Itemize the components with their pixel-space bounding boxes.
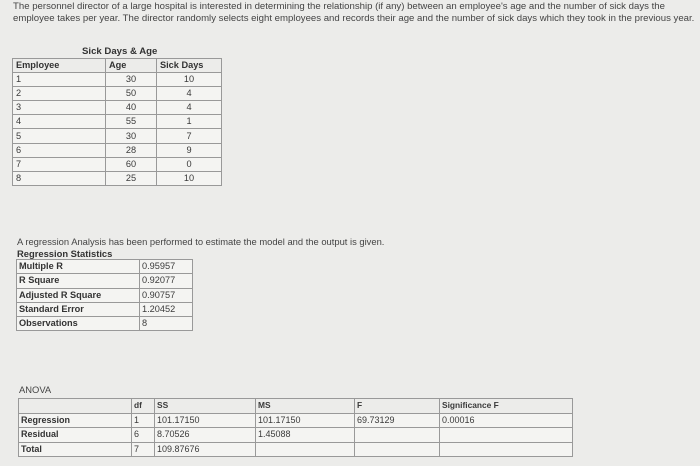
df-header: df (132, 399, 155, 414)
age-cell: 60 (106, 157, 157, 171)
significance-header: Significance F (440, 399, 573, 414)
sick-days-cell: 4 (157, 101, 222, 115)
ss-cell: 109.87676 (155, 442, 256, 457)
sick-days-cell: 10 (157, 73, 222, 87)
sick-days-cell: 1 (157, 115, 222, 129)
ms-header: MS (256, 399, 355, 414)
employee-cell: 7 (13, 157, 106, 171)
sick-days-table (12, 58, 222, 186)
employee-cell: 4 (13, 115, 106, 129)
age-header: Age (106, 59, 157, 73)
regression-note: A regression Analysis has been performed to estimate the model and the output is given. (17, 236, 385, 247)
table-row (17, 274, 193, 288)
ss-cell: 8.70526 (155, 428, 256, 443)
regression-statistics-title: Regression Statistics (17, 248, 113, 259)
f-header: F (355, 399, 440, 414)
sick-days-cell: 7 (157, 129, 222, 143)
stat-label: Adjusted R Square (17, 288, 140, 302)
age-cell: 25 (106, 171, 157, 185)
f-cell: 69.73129 (355, 413, 440, 428)
f-cell (355, 442, 440, 457)
anova-header-row (19, 399, 573, 414)
stat-value: 0.95957 (140, 260, 193, 274)
stat-value: 8 (140, 317, 193, 331)
employee-cell: 8 (13, 171, 106, 185)
table-row (13, 87, 222, 101)
source-cell: Residual (19, 428, 132, 443)
source-cell: Total (19, 442, 132, 457)
source-header (19, 399, 132, 414)
age-cell: 40 (106, 101, 157, 115)
employee-cell: 3 (13, 101, 106, 115)
source-cell: Regression (19, 413, 132, 428)
employee-cell: 6 (13, 143, 106, 157)
table-row (17, 288, 193, 302)
stat-label: Observations (17, 317, 140, 331)
significance-cell (440, 442, 573, 457)
table-row (17, 302, 193, 316)
ss-cell: 101.17150 (155, 413, 256, 428)
ms-cell: 101.17150 (256, 413, 355, 428)
problem-statement: The personnel director of a large hospital is interested in determining the relationship (if any) between an employee's age and the number of sick days the employee takes per year. The director randomly selects eight employees and records their age and the number of sick days which they took in the previous year. (13, 1, 695, 24)
table-row (19, 413, 573, 428)
table-row (13, 129, 222, 143)
stat-label: Multiple R (17, 260, 140, 274)
employee-cell: 1 (13, 73, 106, 87)
table-row (17, 260, 193, 274)
stat-value: 0.90757 (140, 288, 193, 302)
age-cell: 50 (106, 87, 157, 101)
df-cell: 7 (132, 442, 155, 457)
age-cell: 30 (106, 73, 157, 87)
table-row (13, 73, 222, 87)
table-row (13, 157, 222, 171)
sick-table-caption: Sick Days & Age (82, 46, 158, 57)
sick-days-cell: 9 (157, 143, 222, 157)
employee-cell: 5 (13, 129, 106, 143)
table-row (19, 428, 573, 443)
df-cell: 6 (132, 428, 155, 443)
stat-value: 0.92077 (140, 274, 193, 288)
table-row (13, 143, 222, 157)
table-header-row (13, 59, 222, 73)
age-cell: 28 (106, 143, 157, 157)
sick-days-cell: 10 (157, 171, 222, 185)
sick-days-header: Sick Days (157, 59, 222, 73)
table-row (13, 101, 222, 115)
df-cell: 1 (132, 413, 155, 428)
ms-cell (256, 442, 355, 457)
ss-header: SS (155, 399, 256, 414)
employee-cell: 2 (13, 87, 106, 101)
table-row (17, 317, 193, 331)
significance-cell (440, 428, 573, 443)
f-cell (355, 428, 440, 443)
age-cell: 55 (106, 115, 157, 129)
stat-value: 1.20452 (140, 302, 193, 316)
anova-table (18, 398, 573, 457)
ms-cell: 1.45088 (256, 428, 355, 443)
anova-title: ANOVA (19, 384, 52, 395)
stat-label: R Square (17, 274, 140, 288)
table-row (13, 115, 222, 129)
employee-header: Employee (13, 59, 106, 73)
table-row (19, 442, 573, 457)
age-cell: 30 (106, 129, 157, 143)
table-row (13, 171, 222, 185)
sick-days-cell: 0 (157, 157, 222, 171)
stat-label: Standard Error (17, 302, 140, 316)
regression-statistics-table (16, 259, 193, 331)
significance-cell: 0.00016 (440, 413, 573, 428)
sick-days-cell: 4 (157, 87, 222, 101)
